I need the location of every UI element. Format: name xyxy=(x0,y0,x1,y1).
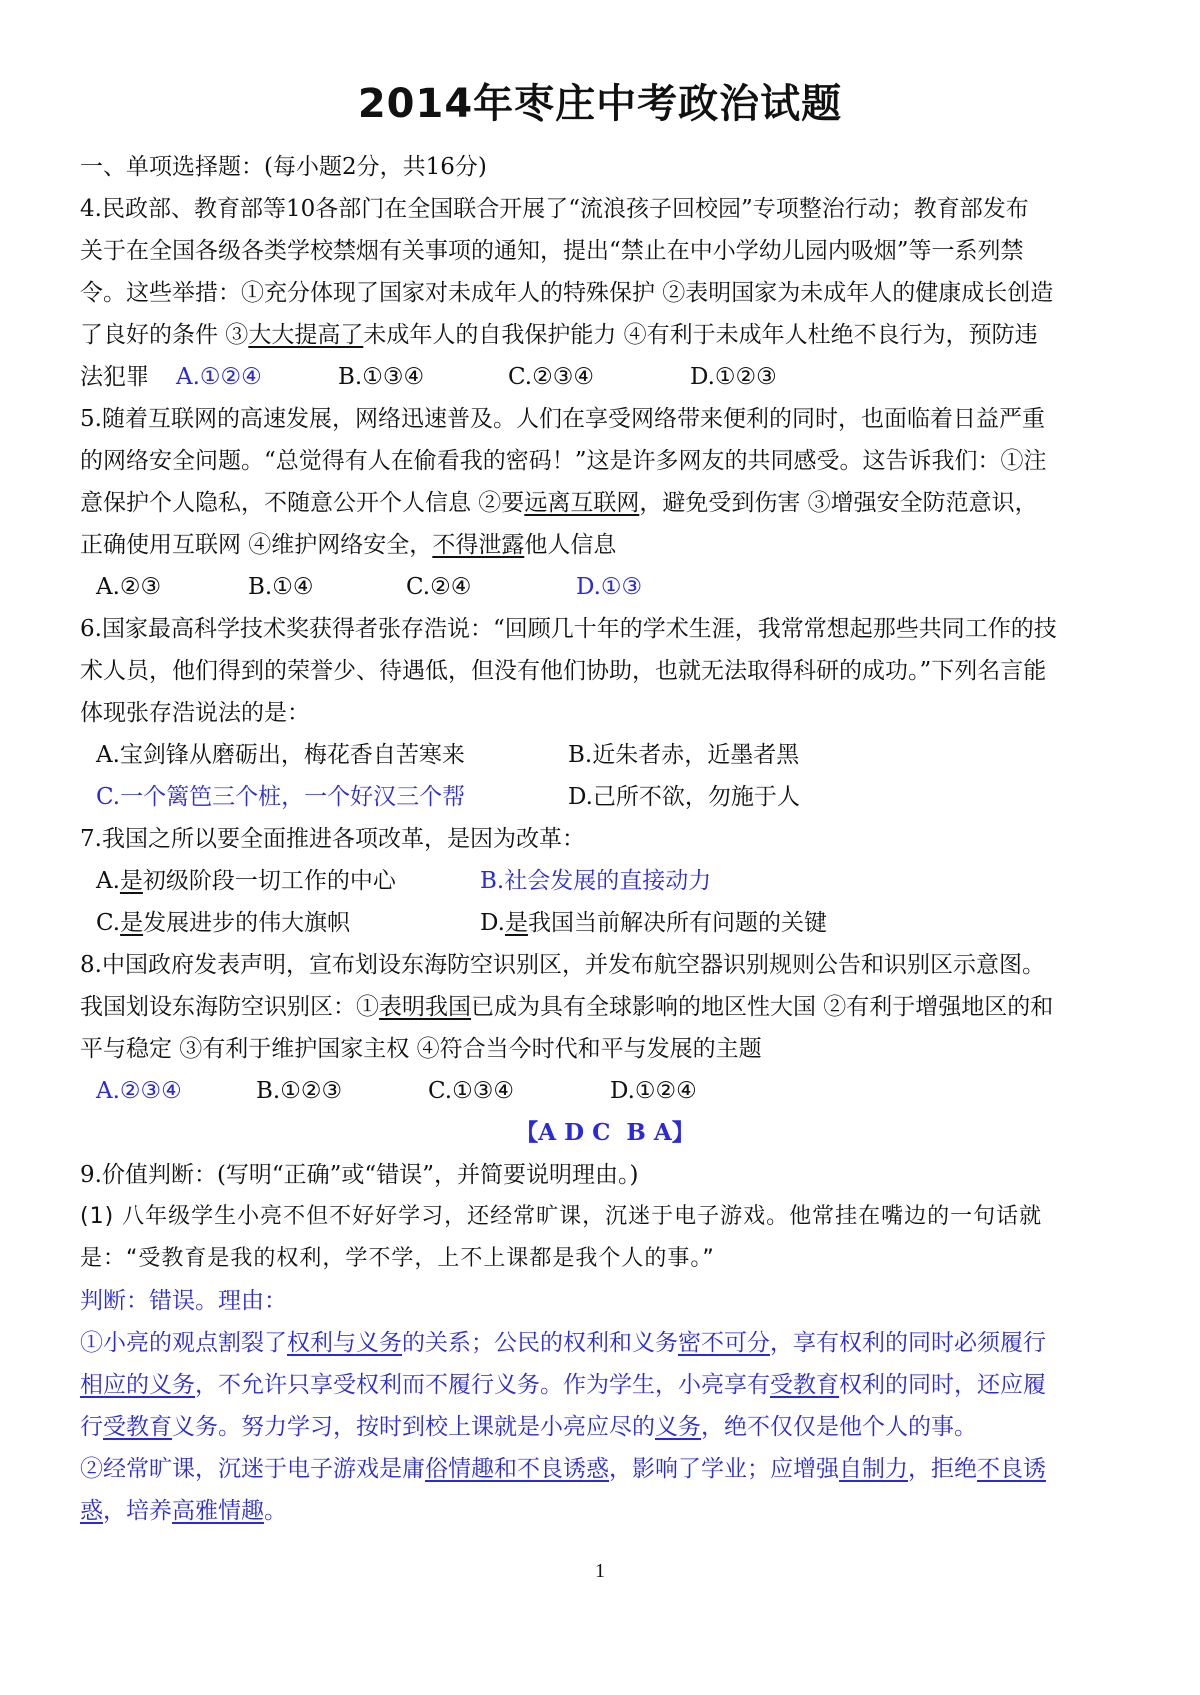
q7-options-row-1 xyxy=(80,860,1130,902)
q7-line-1: 7.我国之所以要全面推进各项改革，是因为改革： xyxy=(80,826,585,852)
page-title: 2014年枣庄中考政治试题 xyxy=(357,81,843,127)
q7-option-c-text: 发展进步的伟大旗帜 xyxy=(143,910,351,936)
reason-keyword: 高雅情趣 xyxy=(172,1498,264,1524)
q6-line-3: 体现张存浩说法的是： xyxy=(80,700,310,726)
q9-line-3: 是：“受教育是我的权利，学不学，上不上课都是我个人的事。” xyxy=(80,1246,715,1271)
q7-option-b: B.社会发展的直接动力 xyxy=(480,868,712,894)
q4-line-1: 4.民政部、教育部等10各部门在全国联合开展了“流浪孩子回校园”专项整治行动；教育部发布 xyxy=(80,196,1029,222)
q8-option-c: C.①③④ xyxy=(428,1078,514,1104)
q8-line-2 xyxy=(80,986,1130,1028)
q7-option-d-text: 我国当前解决所有问题的关键 xyxy=(527,910,827,936)
q5-line-1: 5.随着互联网的高速发展，网络迅速普及。人们在享受网络带来便利的同时，也面临着日益严重 xyxy=(80,406,1045,432)
q5-option-a: A.②③ xyxy=(96,574,162,600)
reason-keyword: 权利与义务 xyxy=(287,1330,402,1356)
reason-text: 的关系；公民的权利和义务 xyxy=(402,1330,678,1356)
q7-option-a-letter: A. xyxy=(96,868,120,894)
q4-option-a: A.①②④ xyxy=(176,364,262,390)
q8-options xyxy=(80,1070,1130,1112)
q5-option-c: C.②④ xyxy=(406,574,472,600)
reason-text: ，培养 xyxy=(103,1498,172,1524)
reason-keyword: 惑 xyxy=(80,1498,103,1524)
q7-option-a-underlined: 是 xyxy=(119,868,143,894)
q7-option-d-letter: D. xyxy=(480,910,505,936)
q9-reason-line-1 xyxy=(80,1322,1130,1364)
q6-option-d: D.己所不欲，勿施于人 xyxy=(568,784,800,810)
q5-text: 意保护个人隐私，不随意公开个人信息 ②要 xyxy=(80,490,525,516)
q7-option-c xyxy=(96,902,480,944)
q5-option-b: B.①④ xyxy=(248,574,314,600)
reason-keyword: 相应的义务 xyxy=(80,1372,195,1398)
q7-option-c-letter: C. xyxy=(96,910,121,936)
reason-text: ，享有权利的同时必须履行 xyxy=(770,1330,1046,1356)
exam-content xyxy=(80,146,1130,1532)
q5-text-rest: ，避免受到伤害 ③增强安全防范意识， xyxy=(639,490,1038,516)
q5-option-d: D.①③ xyxy=(576,574,643,600)
q8-line-1: 8.中国政府发表声明，宣布划设东海防空识别区，并发布航空器识别规则公告和识别区示意图。 xyxy=(80,952,1045,978)
reason-text: ②经常旷课，沉迷于电子游戏是庸 xyxy=(80,1456,425,1482)
q8-option-b: B.①②③ xyxy=(256,1078,343,1104)
q9-reason-line-4 xyxy=(80,1448,1130,1490)
reason-text: ，不允许只享受权利而不履行义务。作为学生，小亮享有 xyxy=(195,1372,770,1398)
reason-text: ，拒绝 xyxy=(908,1456,977,1482)
reason-text: ①小亮的观点割裂了 xyxy=(80,1330,287,1356)
q6-line-1: 6.国家最高科学技术奖获得者张存浩说：“回顾几十年的学术生涯，我常常想起那些共同工作的技 xyxy=(80,616,1057,642)
reason-text: 义务。努力学习，按时到校上课就是小亮应尽的 xyxy=(172,1414,655,1440)
q4-line-4 xyxy=(80,314,1130,356)
q9-reason-line-3 xyxy=(80,1406,1130,1448)
q6-option-b: B.近朱者赤，近墨者黑 xyxy=(568,742,800,768)
q9-reason-line-5 xyxy=(80,1490,1130,1532)
q8-line-3: 平与稳定 ③有利于维护国家主权 ④符合当今时代和平与发展的主题 xyxy=(80,1036,762,1062)
q8-underlined: 表明我国 xyxy=(379,994,471,1020)
q6-options-row-2 xyxy=(80,776,1130,818)
q8-text-rest: 已成为具有全球影响的地区性大国 ②有利于增强地区的和 xyxy=(471,994,1054,1020)
answer-key: 【A D C B A】 xyxy=(515,1119,695,1146)
q4-option-c: C.②③④ xyxy=(508,364,594,390)
q4-option-d: D.①②③ xyxy=(690,364,777,390)
q7-option-a xyxy=(96,860,480,902)
q7-option-c-underlined: 是 xyxy=(120,910,144,936)
q6-line-2: 术人员，他们得到的荣誉少、待遇低，但没有他们协助，也就无法取得科研的成功。”下列名言能 xyxy=(80,658,1047,684)
q5-underlined: 远离互联网 xyxy=(524,490,640,516)
q7-option-d-underlined: 是 xyxy=(504,910,528,936)
reason-keyword: 受教育 xyxy=(770,1372,839,1398)
reason-text: 行 xyxy=(80,1414,103,1440)
q6-option-a: A.宝剑锋从磨砺出，梅花香自苦寒来 xyxy=(96,742,465,768)
q7-options-row-2 xyxy=(80,902,1130,944)
q4-underlined: 大大提高了 xyxy=(248,322,364,348)
q5-underlined-2: 不得泄露 xyxy=(432,532,525,558)
reason-keyword: 自制力 xyxy=(839,1456,908,1482)
reason-text: 。 xyxy=(264,1498,287,1524)
q5-line-3 xyxy=(80,482,1130,524)
q8-option-d: D.①②④ xyxy=(610,1078,697,1104)
q9-judgment: 判断：错误。理由： xyxy=(80,1288,287,1314)
q9-line-1: 9.价值判断：(写明“正确”或“错误”，并简要说明理由。) xyxy=(80,1162,639,1188)
reason-keyword: 俗情趣和不良诱惑 xyxy=(425,1456,609,1482)
q5-options xyxy=(80,566,1130,608)
q4-line-2: 关于在全国各级各类学校禁烟有关事项的通知，提出“禁止在中小学幼儿园内吸烟”等一系列禁 xyxy=(80,238,1024,264)
q8-option-a: A.②③④ xyxy=(96,1078,182,1104)
q9-line-2: (1) 八年级学生小亮不但不好好学习，还经常旷课，沉迷于电子游戏。他常挂在嘴边的一句话就 xyxy=(80,1204,1043,1229)
reason-text: ，影响了学业；应增强 xyxy=(609,1456,839,1482)
section-heading: 一、单项选择题：(每小题2分，共16分) xyxy=(80,154,487,180)
q5-text-2-rest: 他人信息 xyxy=(524,532,617,558)
q5-line-4 xyxy=(80,524,1130,566)
q7-option-a-text: 初级阶段一切工作的中心 xyxy=(142,868,396,894)
q8-text: 我国划设东海防空识别区：① xyxy=(80,994,379,1020)
q5-line-2: 的网络安全问题。“总觉得有人在偷看我的密码！”这是许多网友的共同感受。这告诉我们：①注 xyxy=(80,448,1047,474)
q7-option-d xyxy=(480,902,827,944)
q4-option-b: B.①③④ xyxy=(338,364,425,390)
q4-line-5: 法犯罪 xyxy=(80,364,149,390)
page-number: 1 xyxy=(595,1560,605,1582)
q4-line-3: 令。这些举措：①充分体现了国家对未成年人的特殊保护 ②表明国家为未成年人的健康成长创造 xyxy=(80,280,1054,306)
q6-options-row-1 xyxy=(80,734,1130,776)
reason-text: ，绝不仅仅是他个人的事。 xyxy=(701,1414,977,1440)
q4-text: 了良好的条件 ③ xyxy=(80,322,249,348)
reason-text: 权利的同时，还应履 xyxy=(839,1372,1046,1398)
reason-keyword: 密不可分 xyxy=(678,1330,770,1356)
q9-reason-line-2 xyxy=(80,1364,1130,1406)
reason-keyword: 义务 xyxy=(655,1414,701,1440)
q4-options xyxy=(80,356,1130,398)
q4-text-rest: 未成年人的自我保护能力 ④有利于未成年人杜绝不良行为，预防违 xyxy=(363,322,1038,348)
reason-keyword: 受教育 xyxy=(103,1414,172,1440)
q6-option-c: C.一个篱笆三个桩，一个好汉三个帮 xyxy=(96,784,466,810)
reason-keyword: 不良诱 xyxy=(977,1456,1046,1482)
q5-text-2: 正确使用互联网 ④维护网络安全， xyxy=(80,532,433,558)
